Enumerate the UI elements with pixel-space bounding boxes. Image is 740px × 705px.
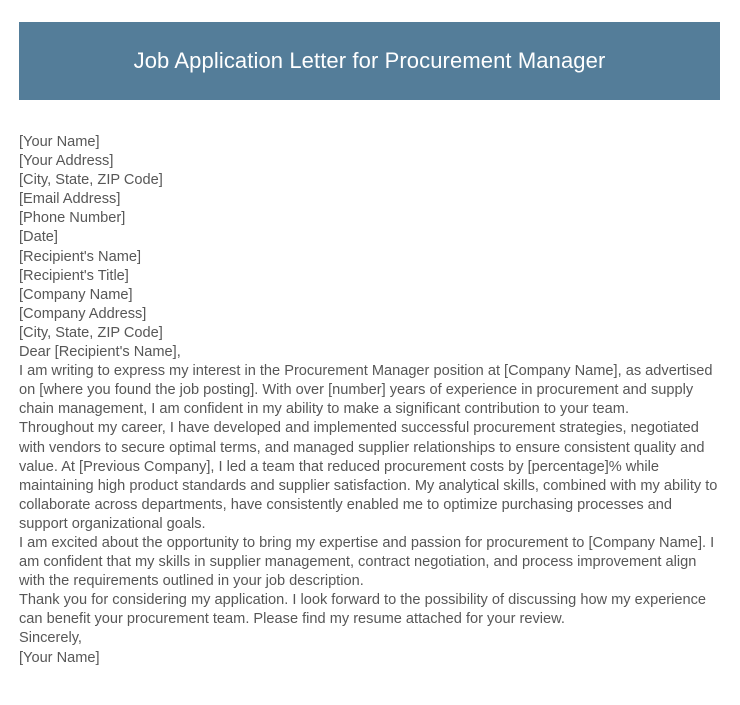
salutation: Dear [Recipient's Name],: [19, 344, 181, 361]
recipient-name: [Recipient's Name]: [19, 248, 142, 265]
recipient-company-address: [Company Address]: [19, 305, 147, 322]
page-title: Job Application Letter for Procurement Manager: [133, 47, 606, 73]
letter-header-banner: [19, 22, 720, 100]
recipient-city-state-zip: [City, State, ZIP Code]: [19, 324, 163, 341]
sender-name: [Your Name]: [19, 134, 100, 150]
letter-date: [Date]: [19, 229, 58, 246]
sender-email: [Email Address]: [19, 191, 121, 208]
recipient-company-name: [Company Name]: [19, 286, 133, 303]
body-paragraph-4: Thank you for considering my application. I look forward to the possibility of discussing how my experience can benefit your procurement team. Please find my resume attached for your review.: [19, 592, 707, 628]
letter-body: [19, 133, 721, 668]
sender-phone: [Phone Number]: [19, 210, 126, 227]
sender-address: [Your Address]: [19, 153, 114, 170]
recipient-title: [Recipient's Title]: [19, 267, 129, 284]
closing-sign-off: Sincerely,: [19, 630, 82, 647]
body-paragraph-3: I am excited about the opportunity to bring my expertise and passion for procurement to [Company Name]. I am confident that my skills in supplier management, contract negotiation, and process improvement align with the requirements outlined in your job description.: [19, 534, 715, 590]
body-paragraph-1: I am writing to express my interest in the Procurement Manager position at [Company Name], as advertised on [where you found the job posting]. With over [number] years of experience in procurement and supply chain management, I am confident in my ability to make a significant contribution to your team.: [19, 363, 713, 418]
closing-signature-name: [Your Name]: [19, 649, 100, 666]
sender-city-state-zip: [City, State, ZIP Code]: [19, 172, 163, 189]
body-paragraph-2: Throughout my career, I have developed and implemented successful procurement strategies, negotiated with vendors to secure optimal terms, and managed supplier relationships to ensure consistent quality and value. At [Previous Company], I led a team that reduced procurement costs by [percentage]% while maintaining high product standards and supplier satisfaction. My analytical skills, combined with my ability to collaborate across departments, have consistently enabled me to optimize purchasing processes and support organizational goals.: [19, 420, 718, 532]
